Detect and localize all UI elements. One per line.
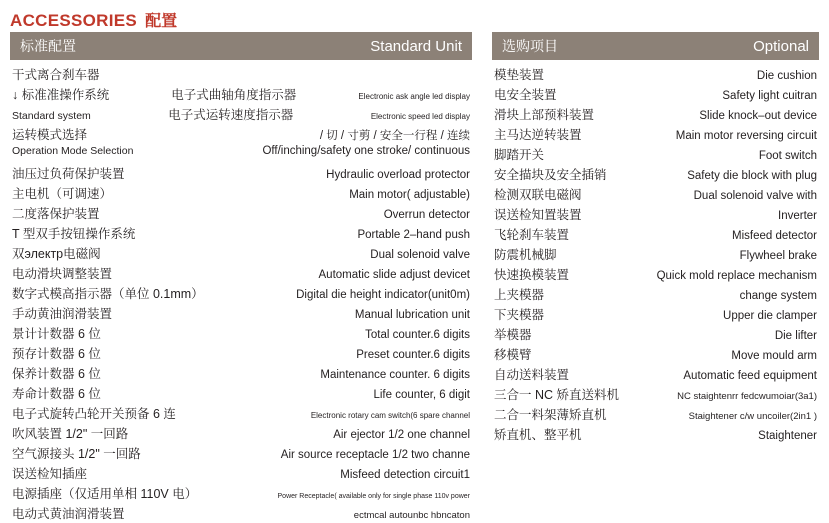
row-label-en: Die cushion — [756, 70, 817, 82]
optional-rows — [492, 64, 819, 444]
row-label-en: Staightener c/w uncoiler(2in1 ) — [688, 411, 817, 422]
row-label-cn: 数字式模高指示器（单位 0.1mm） — [12, 287, 204, 301]
table-row — [492, 364, 819, 384]
table-row — [492, 324, 819, 344]
table-row — [492, 104, 819, 124]
table-row — [492, 204, 819, 224]
table-row — [10, 463, 472, 483]
optional-table — [492, 32, 819, 444]
row-label-cn: 误送检知置装置 — [494, 208, 582, 222]
table-row — [492, 144, 819, 164]
row-label-cn: 电安全装置 — [494, 88, 557, 102]
row-label-en: Power Receptacle( available only for single phase 110v power — [277, 493, 470, 500]
row-label-cn: 主马达逆转装置 — [494, 128, 582, 142]
table-row — [492, 404, 819, 424]
optional-header-en: Optional — [753, 37, 809, 55]
standard-unit-rows — [10, 64, 472, 523]
table-row — [10, 84, 472, 104]
table-row — [492, 184, 819, 204]
row-label-cn: Standard system — [12, 110, 91, 122]
row-label-cn: 下夹模器 — [494, 308, 545, 322]
standard-unit-table — [10, 32, 472, 523]
row-label-en: Flywheel brake — [739, 250, 817, 262]
table-row — [492, 244, 819, 264]
table-row — [10, 223, 472, 243]
row-label-cn: 模垫装置 — [494, 68, 545, 82]
row-label-cn: 空气源接头 1/2" 一回路 — [12, 447, 141, 461]
row-label-en: Slide knock–out device — [699, 110, 817, 122]
row-label-cn: 吹风装置 1/2" 一回路 — [12, 427, 129, 441]
row-label-en: Electronic rotary cam switch(6 spare channel — [310, 411, 470, 420]
row-label-en: / 切 / 寸剪 / 安全一行程 / 连续 — [319, 130, 470, 142]
row-label-cn: 电子式旋转凸轮开关预备 6 连 — [12, 407, 176, 421]
row-label-en: Main motor reversing circuit — [675, 130, 817, 142]
table-row — [492, 84, 819, 104]
row-label-en: Dual solenoid valve with — [693, 190, 817, 202]
row-label-en: Preset counter.6 digits — [356, 349, 470, 361]
row-label-en: Move mould arm — [731, 350, 817, 362]
table-row — [10, 383, 472, 403]
table-row — [10, 263, 472, 283]
row-label-en: Off/inching/safety one stroke/ continuous — [262, 145, 470, 157]
row-label-cn: Operation Mode Selection — [12, 145, 134, 157]
row-label-cn: 举模器 — [494, 328, 532, 342]
row-label-en: Upper die clamper — [723, 310, 817, 322]
row-label-cn: 飞轮刹车装置 — [494, 228, 570, 242]
table-row — [492, 284, 819, 304]
row-label-cn: 寿命计数器 6 位 — [12, 387, 101, 401]
table-row — [10, 183, 472, 203]
table-row — [10, 104, 472, 124]
row-label-cn: 误送检知插座 — [12, 467, 88, 481]
table-row — [492, 304, 819, 324]
table-row — [10, 503, 472, 523]
row-label-cn: 移模臂 — [494, 348, 532, 362]
row-label-en: Die lifter — [774, 330, 817, 342]
table-row — [10, 243, 472, 263]
row-label-en: Misfeed detection circuit1 — [340, 469, 470, 481]
row-label-en: NC staightenrr fedcwumoiar(3a1) — [677, 391, 817, 402]
row-label-en: Staightener — [758, 430, 817, 442]
row-label-cn: 滑块上部预料装置 — [494, 108, 595, 122]
table-row — [10, 144, 472, 163]
row-label-en: Portable 2–hand push — [357, 229, 470, 241]
optional-header-cn: 选购项目 — [502, 38, 558, 54]
row-label-en: Safety light cuitran — [722, 90, 817, 102]
table-row — [492, 124, 819, 144]
row-label-cn: 主电机（可调速） — [12, 187, 113, 201]
row-label-cn: 安全描块及安全插销 — [494, 168, 607, 182]
table-row — [10, 483, 472, 503]
table-row — [10, 403, 472, 423]
row-label-en: Total counter.6 digits — [365, 329, 470, 341]
row-label-en: ectmcal autounbc hbncaton — [353, 510, 470, 521]
row-label-en: Electronic ask angle led display — [358, 92, 470, 101]
table-row — [492, 64, 819, 84]
row-label-cn: 脚踏开关 — [494, 148, 545, 162]
row-label-en: Foot switch — [758, 150, 817, 162]
row-label-cn: 手动黄油润滑装置 — [12, 307, 113, 321]
standard-unit-header-en: Standard Unit — [370, 37, 462, 55]
row-label-cn: ↓ 标准准操作系统 — [12, 88, 110, 102]
row-label-cn: 保养计数器 6 位 — [12, 367, 101, 381]
optional-header — [492, 32, 819, 60]
table-row — [10, 163, 472, 183]
table-row — [10, 363, 472, 383]
table-row — [10, 343, 472, 363]
row-label-cn: 电动式黄油润滑装置 — [12, 507, 125, 521]
row-label-cn: 矫直机、整平机 — [494, 428, 582, 442]
table-row — [492, 224, 819, 244]
table-row — [10, 443, 472, 463]
row-label-cn: 检测双联电磁阀 — [494, 188, 582, 202]
table-row — [492, 264, 819, 284]
row-label-cn: 预存计数器 6 位 — [12, 347, 101, 361]
standard-unit-header-cn: 标准配置 — [20, 38, 76, 54]
page-title-cn: 配置 — [145, 13, 178, 30]
row-mid-cn: 电子式运转速度指示器 — [168, 108, 294, 122]
row-label-en: Automatic slide adjust devicet — [318, 269, 470, 281]
table-row — [492, 384, 819, 404]
row-label-en: Air source receptacle 1/2 two channe — [280, 449, 470, 461]
page-title-en: ACCESSORIES — [10, 11, 138, 30]
table-row — [492, 344, 819, 364]
row-label-en: Hydraulic overload protector — [326, 169, 470, 181]
row-label-en: Misfeed detector — [731, 230, 817, 242]
row-label-cn: T 型双手按钮操作系统 — [12, 227, 136, 241]
table-row — [10, 303, 472, 323]
row-label-cn: 快速换模装置 — [494, 268, 570, 282]
row-label-en: Overrun detector — [383, 209, 470, 221]
row-label-cn: 电动滑块调整装置 — [12, 267, 113, 281]
row-label-en: Electronic speed led display — [370, 112, 470, 121]
row-label-cn: 三合一 NC 矫直送料机 — [494, 388, 620, 402]
row-label-en: Life counter, 6 digit — [373, 389, 470, 401]
row-label-cn: 电源插座（仅适用单相 110V 电） — [12, 487, 198, 501]
row-label-en: Maintenance counter. 6 digits — [320, 369, 470, 381]
table-row — [492, 424, 819, 444]
page-title — [10, 8, 177, 31]
row-label-en: Safety die block with plug — [687, 170, 817, 182]
row-label-cn: 防震机械脚 — [494, 248, 557, 262]
table-row — [10, 124, 472, 144]
row-label-en: Digital die height indicator(unit0m) — [296, 289, 470, 301]
row-label-cn: 运转模式选择 — [12, 128, 88, 142]
standard-unit-header — [10, 32, 472, 60]
table-row — [10, 283, 472, 303]
row-label-en: change system — [739, 290, 817, 302]
row-label-cn: 自动送料装置 — [494, 368, 570, 382]
row-label-en: Inverter — [778, 210, 817, 222]
row-label-en: Manual lubrication unit — [354, 309, 470, 321]
row-label-cn: 二合一料架薄矫直机 — [494, 408, 607, 422]
row-label-cn: 上夹模器 — [494, 288, 545, 302]
table-row — [10, 203, 472, 223]
row-label-en: Dual solenoid valve — [370, 249, 470, 261]
row-label-en: Quick mold replace mechanism — [656, 270, 817, 282]
row-label-cn: 干式离合刹车器 — [12, 68, 100, 82]
row-label-en: Automatic feed equipment — [683, 370, 817, 382]
row-label-en: Main motor( adjustable) — [349, 189, 470, 201]
row-label-cn: 油压过负荷保护装置 — [12, 167, 125, 181]
table-row — [10, 323, 472, 343]
row-mid-cn: 电子式曲轴角度指示器 — [171, 88, 297, 102]
table-row — [10, 64, 472, 84]
row-label-cn: 景计计数器 6 位 — [12, 327, 101, 341]
table-row — [492, 164, 819, 184]
table-row — [10, 423, 472, 443]
row-label-cn: 二度落保护装置 — [12, 207, 100, 221]
row-label-cn: 双электр电磁阀 — [12, 247, 101, 261]
row-label-en: Air ejector 1/2 one channel — [333, 429, 470, 441]
